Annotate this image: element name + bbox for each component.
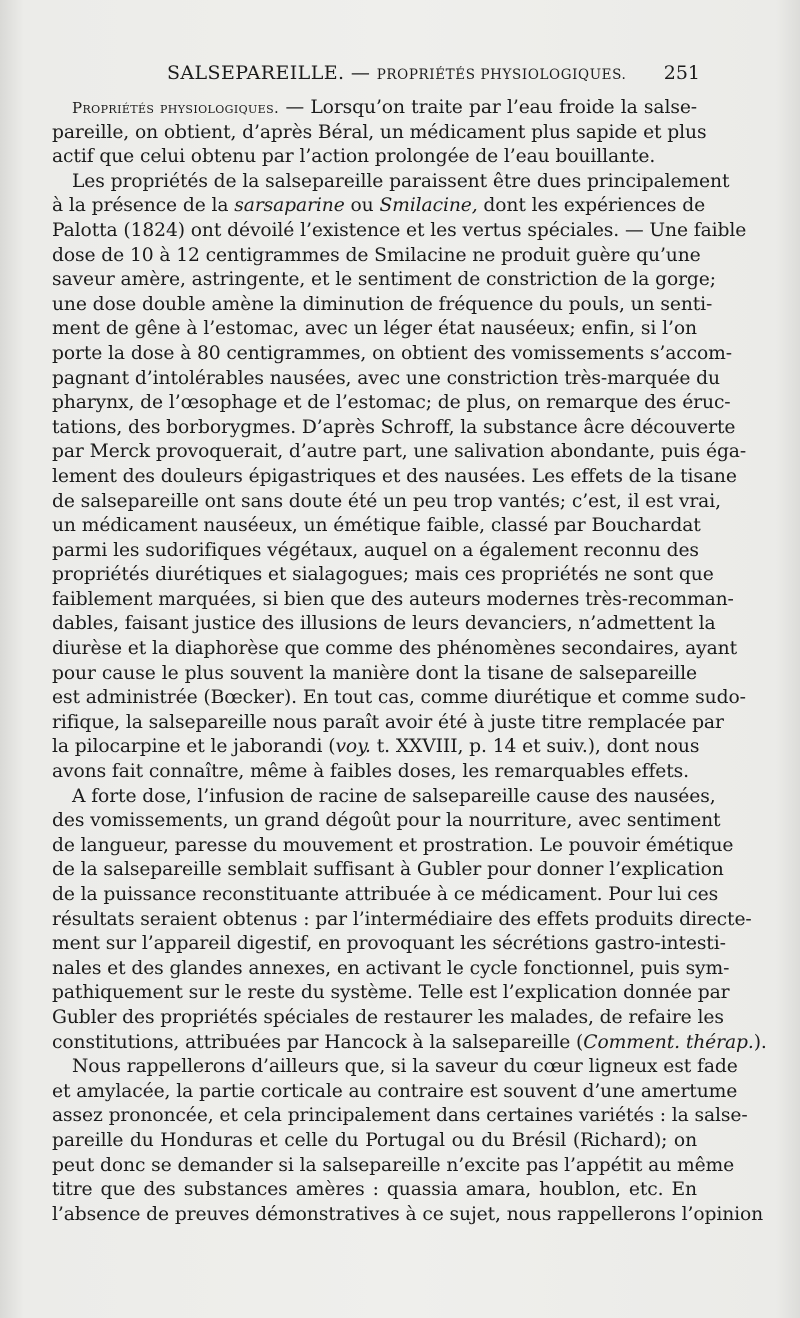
text-line: des vomissements, un grand dégoût pour la nourriture, avec sentiment [52, 810, 721, 832]
text-line: tations, des borborygmes. D’après Schroff, la substance âcre découverte [52, 416, 736, 438]
header-title [167, 62, 626, 84]
text-line: parmi les sudorifiques végétaux, auquel on a également reconnu des [52, 539, 699, 561]
text-line: l’absence de preuves démonstratives à ce sujet, nous rappellerons l’opinion [52, 1203, 764, 1225]
text-body [52, 96, 767, 1227]
text-line: ment sur l’appareil digestif, en provoquant les sécrétions gastro-intesti- [52, 933, 726, 955]
text-line: dose de 10 à 12 centigrammes de Smilacine ne produit guère qu’une [52, 244, 701, 266]
page-number: 251 [663, 62, 700, 84]
text-line: résultats seraient obtenus : par l’intermédiaire des effets produits directe- [52, 908, 752, 930]
text-line: pagnant d’intolérables nausées, avec une constriction très-marquée du [52, 367, 720, 389]
text-line: par Merck provoquerait, d’autre part, une salivation abondante, puis éga- [52, 441, 747, 463]
text-line: propriétés diurétiques et sialagogues; mais ces propriétés ne sont que [52, 564, 714, 586]
text-line: un médicament nauséeux, un émétique faible, classé par Bouchardat [52, 515, 701, 537]
text-line: pareille, on obtient, d’après Béral, un médicament plus sapide et plus [52, 121, 707, 143]
text-line: porte la dose à 80 centigrammes, on obtient des vomissements s’accom- [52, 342, 732, 364]
text-line: assez prononcée, et cela principalement dans certaines variétés : la salse- [52, 1105, 748, 1127]
text-line: de salsepareille ont sans doute été un peu trop vantés; c’est, il est vrai, [52, 490, 721, 512]
header-title-sub: PROPRIÉTÉS PHYSIOLOGIQUES. [376, 67, 627, 83]
text-line: faiblement marquées, si bien que des auteurs modernes très-recomman- [52, 588, 734, 610]
text-line: pareille du Honduras et celle du Portugal ou du Brésil (Richard); on [52, 1129, 697, 1151]
text-line: de la salsepareille semblait suffisant à Gubler pour donner l’explication [52, 859, 724, 881]
text-line: actif que celui obtenu par l’action prolongée de l’eau bouillante. [52, 146, 656, 168]
text-line: Nous rappellerons d’ailleurs que, si la saveur du cœur ligneux est fade [72, 1056, 738, 1078]
section-heading: Propriétés physiologiques. [72, 99, 280, 117]
text-line: nales et des glandes annexes, en activant le cycle fonctionnel, puis sym- [52, 957, 730, 979]
header-title-main: SALSEPAREILLE. — [167, 62, 371, 84]
text-line: constitutions, attribuées par Hancock à la salsepareille (Comment. thérap.). [52, 1031, 767, 1053]
text-line: avons fait connaître, même à faibles doses, les remarquables effets. [52, 761, 689, 783]
text-line: A forte dose, l’infusion de racine de salsepareille cause des nausées, [72, 785, 716, 807]
text-line: dables, faisant justice des illusions de leurs devanciers, n’admettent la [52, 613, 716, 635]
text-line: et amylacée, la partie corticale au contraire est souvent d’une amertume [52, 1080, 738, 1102]
text-line: ment de gêne à l’estomac, avec un léger état nauséeux; enfin, si l’on [52, 318, 697, 340]
text-line: est administrée (Bœcker). En tout cas, comme diurétique et comme sudo- [52, 687, 746, 709]
running-header [52, 62, 700, 92]
text-line: à la présence de la sarsaparine ou Smilacine, dont les expériences de [52, 195, 706, 217]
text-line: Palotta (1824) ont dévoilé l’existence et les vertus spéciales. — Une faible [52, 219, 747, 241]
text-line: rifique, la salsepareille nous paraît avoir été à juste titre remplacée par [52, 711, 724, 733]
text-line: diurèse et la diaphorèse que comme des phénomènes secondaires, ayant [52, 638, 738, 660]
text-line: titre que des substances amères : quassia amara, houblon, etc. En [52, 1179, 697, 1201]
text-line: peut donc se demander si la salsepareille n’excite pas l’appétit au même [52, 1154, 735, 1176]
text-line: pathiquement sur le reste du système. Telle est l’explication donnée par [52, 982, 730, 1004]
text-line: la pilocarpine et le jaborandi (voy. t. XXVIII, p. 14 et suiv.), dont nous [52, 736, 700, 758]
text-line: saveur amère, astringente, et le sentiment de constriction de la gorge; [52, 269, 716, 291]
text-line: une dose double amène la diminution de fréquence du pouls, un senti- [52, 293, 713, 315]
text-line: de langueur, paresse du mouvement et prostration. Le pouvoir émétique [52, 834, 734, 856]
text-line: Propriétés physiologiques. — Lorsqu’on traite par l’eau froide la salse- [72, 97, 697, 118]
text-line: Les propriétés de la salsepareille paraissent être dues principalement [72, 170, 730, 192]
text-line: lement des douleurs épigastriques et des nausées. Les effets de la tisane [52, 465, 737, 487]
text-line: de la puissance reconstituante attribuée à ce médicament. Pour lui ces [52, 884, 719, 905]
text-line: pharynx, de l’œsophage et de l’estomac; de plus, on remarque des éruc- [52, 392, 731, 414]
text-line: pour cause le plus souvent la manière dont la tisane de salsepareille [52, 662, 697, 684]
text-line: Gubler des propriétés spéciales de restaurer les malades, de refaire les [52, 1006, 724, 1028]
